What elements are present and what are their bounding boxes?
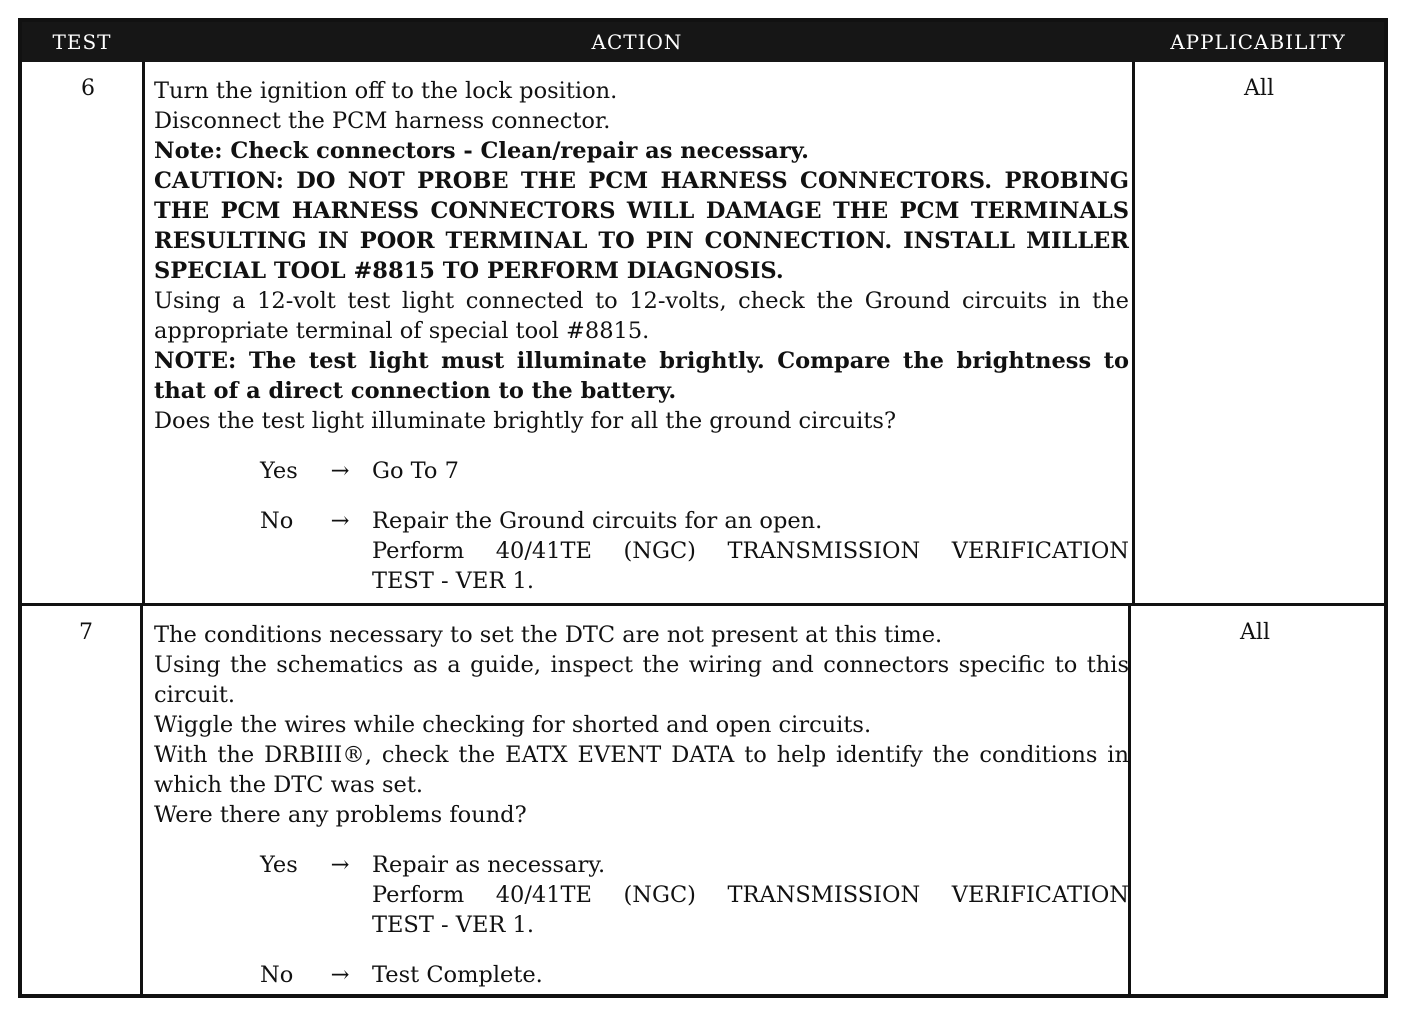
action-line: Using the schematics as a guide, inspect the wiring and connectors specific to this circuit. xyxy=(154,652,1129,708)
answer-result xyxy=(372,850,1129,940)
answer-result-line: Repair the Ground circuits for an open. xyxy=(372,508,823,534)
answer-label: No xyxy=(260,962,294,988)
answer-result-line: Perform 40/41TE (NGC) TRANSMISSION VERIFICATION xyxy=(372,882,1129,908)
action-note: Note: Check connectors - Clean/repair as necessary. xyxy=(154,138,809,164)
answer-result-line: Perform 40/41TE (NGC) TRANSMISSION VERIFICATION xyxy=(372,538,1129,564)
action-cell xyxy=(154,76,1129,596)
action-note: NOTE: The test light must illuminate brightly. Compare the brightness to that of a direct connection to the battery. xyxy=(154,348,1129,404)
header-applicability: APPLICABILITY xyxy=(1170,30,1346,54)
arrow-right-icon: → xyxy=(330,458,350,484)
applicability-value: All xyxy=(1244,76,1274,101)
applicability-value: All xyxy=(1240,620,1270,645)
arrow-right-icon: → xyxy=(330,852,350,878)
action-question: Were there any problems found? xyxy=(154,802,527,828)
column-divider xyxy=(142,62,145,603)
action-line: Wiggle the wires while checking for shorted and open circuits. xyxy=(154,712,872,738)
answer-yes xyxy=(260,456,1129,486)
test-number: 7 xyxy=(79,620,93,645)
answer-result-line: Go To 7 xyxy=(372,458,459,484)
arrow-right-icon: → xyxy=(330,508,350,534)
table-header xyxy=(22,22,1384,62)
answer-no xyxy=(260,960,1129,990)
action-line: Using a 12-volt test light connected to 12-volts, check the Ground circuits in the appropriate terminal of special tool #8815. xyxy=(154,288,1129,344)
action-line: Turn the ignition off to the lock position. xyxy=(154,78,618,104)
column-divider xyxy=(140,606,143,998)
answer-yes xyxy=(260,850,1129,940)
answer-no xyxy=(260,506,1129,596)
answer-label: No xyxy=(260,508,294,534)
header-action: ACTION xyxy=(591,30,683,54)
column-divider xyxy=(1132,62,1135,603)
answer-result-line: Test Complete. xyxy=(372,962,543,988)
action-cell xyxy=(154,620,1129,990)
table-row xyxy=(22,62,1384,606)
header-test: TEST xyxy=(52,30,112,54)
arrow-right-icon: → xyxy=(330,962,350,988)
answer-result-line: TEST - VER 1. xyxy=(372,568,534,594)
answer-result xyxy=(372,456,1129,486)
action-line: With the DRBIII®, check the EATX EVENT DATA to help identify the conditions in which the DTC was set. xyxy=(154,742,1129,798)
answer-result-line: Repair as necessary. xyxy=(372,852,606,878)
answer-label: Yes xyxy=(260,852,298,878)
answer-label: Yes xyxy=(260,458,298,484)
answer-result xyxy=(372,506,1129,596)
answer-result-line: TEST - VER 1. xyxy=(372,912,534,938)
action-caution: CAUTION: DO NOT PROBE THE PCM HARNESS CONNECTORS. PROBING THE PCM HARNESS CONNECTORS WILL DAMAGE THE PCM TERMINALS RESULTING IN POOR TERMINAL TO PIN CONNECTION. INSTALL MILLER SPECIAL TOOL #8815 TO PERFORM DIAGNOSIS. xyxy=(154,168,1129,284)
answer-result xyxy=(372,960,1129,990)
action-question: Does the test light illuminate brightly for all the ground circuits? xyxy=(154,408,897,434)
diagnostic-table xyxy=(18,18,1388,998)
action-line: The conditions necessary to set the DTC are not present at this time. xyxy=(154,622,943,648)
action-line: Disconnect the PCM harness connector. xyxy=(154,108,611,134)
test-number: 6 xyxy=(81,76,95,101)
table-row xyxy=(22,606,1384,998)
